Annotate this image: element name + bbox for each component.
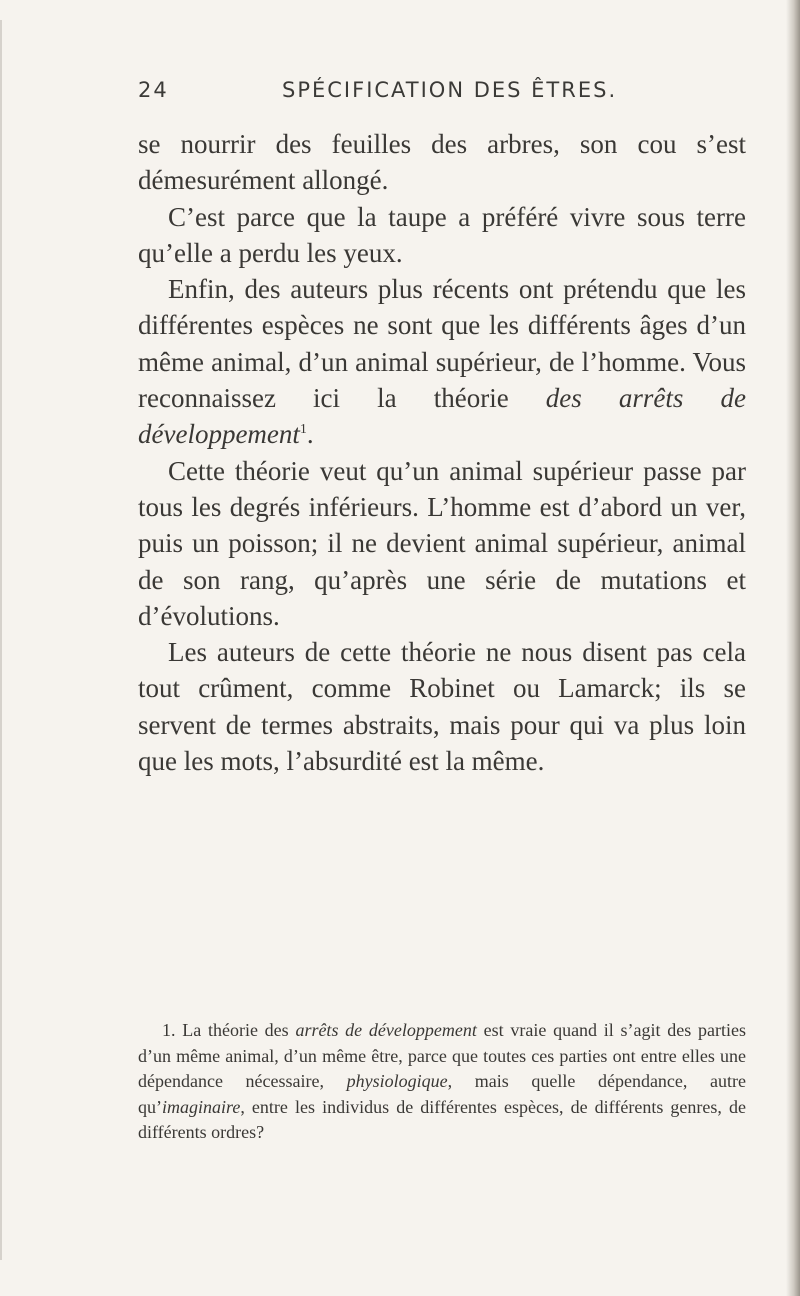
paragraph-2 — [138, 199, 746, 272]
paragraph-1-text: se nourrir des feuilles des arbres, son cou s’est démesurément allongé. — [138, 129, 746, 196]
paragraph-5-text: Les auteurs de cette théorie ne nous disent pas cela tout crûment, comme Robinet ou Lamarck; ils se servent de termes abstraits, mais pour qui va plus loin que les mots, l’absurdité est la même. — [138, 637, 746, 777]
paragraph-1 — [138, 126, 746, 199]
paragraph-3-text: Enfin, des auteurs plus récents ont prétendu que les différentes espèces ne sont que les différents âges d’un même animal, d’un animal supérieur, de l’homme. Vous reconnaissez ici la théorie — [138, 274, 746, 414]
page-right-edge-shadow — [786, 0, 800, 1296]
page-number: 24 — [138, 78, 169, 102]
footnote-text-4: , entre les individus de différentes espèces, de différents genres, de différents ordres? — [138, 1096, 746, 1142]
main-text — [138, 126, 746, 779]
footnote-text-3: , mais quelle dépendance, autre qu’ — [138, 1071, 746, 1117]
page-left-edge — [0, 20, 2, 1260]
page-header — [138, 78, 658, 108]
paragraph-2-text: C’est parce que la taupe a préféré vivre sous terre qu’elle a perdu les yeux. — [138, 201, 746, 268]
footnote-ref: 1 — [299, 422, 307, 438]
paragraph-3-italic: des arrêts de développement — [138, 383, 746, 450]
paragraph-4 — [138, 453, 746, 634]
paragraph-3 — [138, 271, 746, 452]
footnote-number: 1. — [162, 1020, 176, 1040]
running-title: SPÉCIFICATION DES ÊTRES. — [282, 78, 618, 102]
paragraph-4-text: Cette théorie veut qu’un animal supérieur passe par tous les degrés inférieurs. L’homme est d’abord un ver, puis un poisson; il ne devient animal supérieur, animal de son rang, qu’après une série de mutations et d’évolutions. — [138, 455, 746, 631]
paragraph-5 — [138, 634, 746, 779]
footnote-text-2: est vraie quand il s’agit des parties d’un même animal, d’un même être, parce que toutes ces parties ont entre elles une dépendance nécessaire, — [138, 1020, 746, 1091]
paragraph-3-end: . — [306, 419, 314, 450]
footnote-paragraph — [138, 1018, 746, 1146]
footnote-italic-3: imaginaire — [162, 1096, 241, 1117]
footnote-text-1: La théorie des — [175, 1020, 296, 1040]
footnote-italic-1: arrêts de développement — [295, 1020, 477, 1040]
footnote — [138, 1018, 746, 1146]
footnote-italic-2: physiologique — [346, 1071, 448, 1091]
